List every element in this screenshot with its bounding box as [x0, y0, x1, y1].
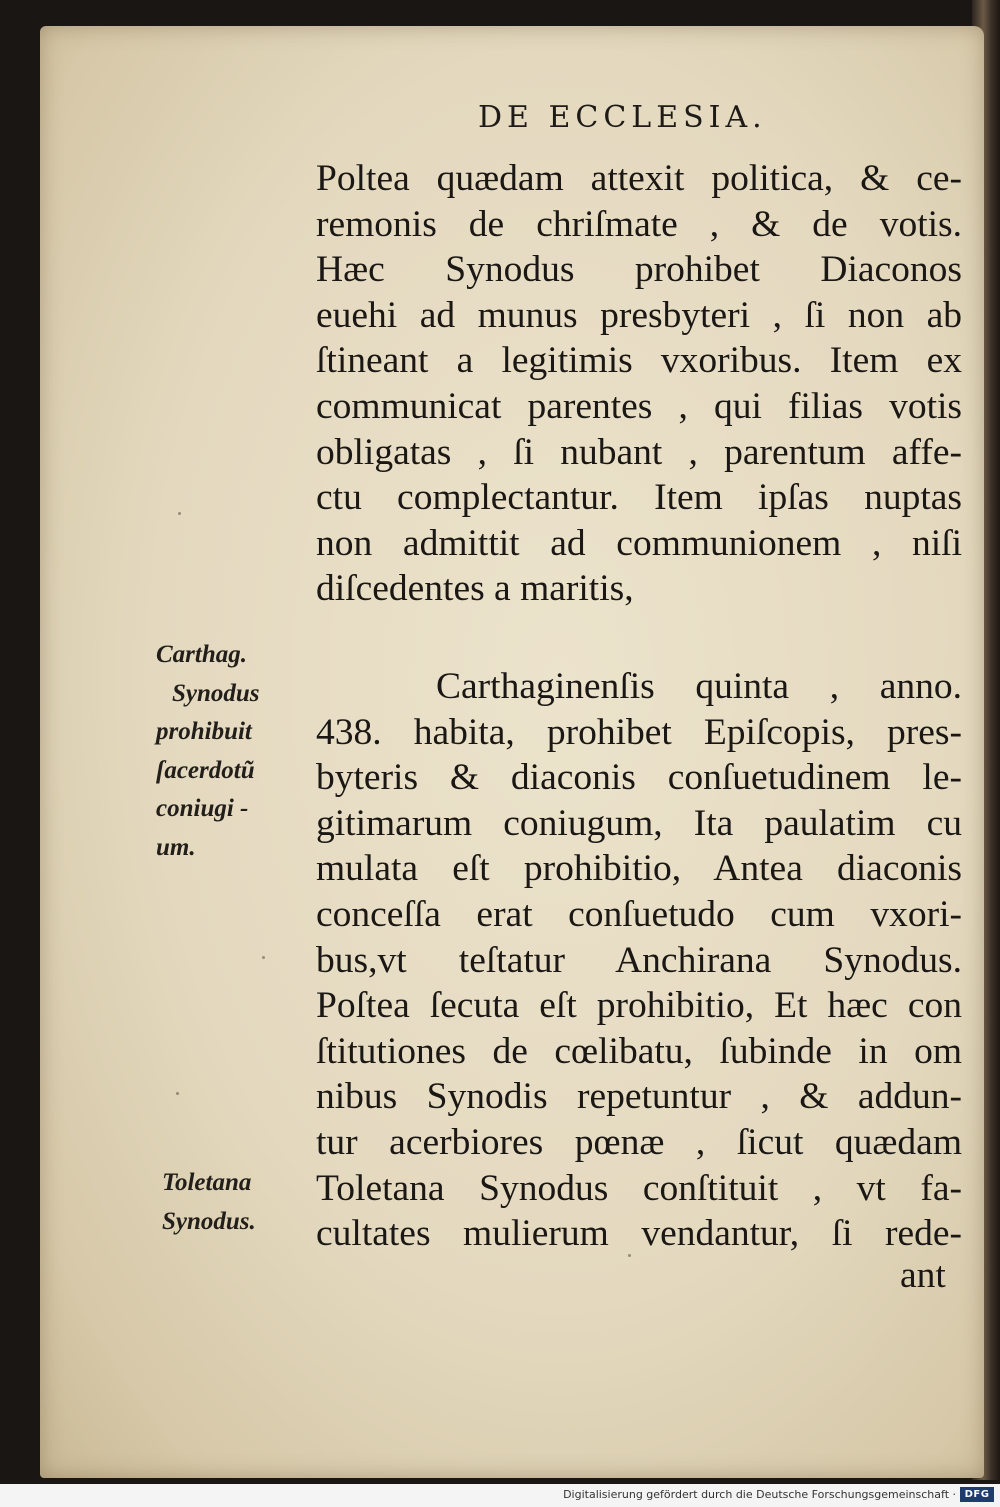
margin-note-line: Synodus.: [162, 1207, 256, 1235]
text-line: cultates mulierum vendantur, ſi rede-: [316, 1213, 962, 1255]
text-line: Poltea quædam attexit politica, & ce-: [316, 158, 962, 199]
margin-note-toletana: [162, 1164, 312, 1241]
text-line: tur acerbiores pœnæ , ſicut quædam: [316, 1121, 962, 1163]
text-line: Hæc Synodus prohibet Diaconos: [316, 249, 962, 291]
text-line: conceſſa erat conſuetudo cum vxori-: [316, 893, 962, 935]
margin-note-line: prohibuit: [156, 718, 252, 745]
paper-speck: [262, 956, 265, 959]
margin-note-carthag: [156, 636, 306, 867]
text-line: mulata eſt prohibitio, Antea diaconis: [316, 848, 962, 890]
paper-speck: [176, 1092, 179, 1095]
paragraph-1: [316, 156, 962, 612]
funding-credit: Digitalisierung gefördert durch die Deutsche Forschungsgemeinschaft ·: [563, 1488, 956, 1501]
catchword: ant: [900, 1255, 946, 1296]
text-line: Poſtea ſecuta eſt prohibitio, Et hæc con: [316, 985, 962, 1027]
margin-note-line: um.: [156, 833, 196, 861]
paper-speck: [178, 512, 181, 515]
text-line: Carthaginenſis quinta , anno.: [436, 666, 962, 707]
margin-note-line: Carthag.: [156, 641, 248, 668]
text-line: ſtitutiones de cœlibatu, ſubinde in om: [316, 1030, 962, 1072]
text-line: diſcedentes a maritis,: [316, 568, 634, 610]
margin-note-line: Toletana: [162, 1169, 252, 1196]
text-line: remonis de chriſmate , & de votis.: [316, 203, 962, 245]
text-line: ctu complectantur. Item ipſas nuptas: [316, 477, 962, 519]
text-line: obligatas , ſi nubant , parentum affe-: [316, 431, 962, 473]
margin-note-line: Synodus: [172, 679, 260, 707]
text-line: 438. habita, prohibet Epiſcopis, pres-: [316, 711, 962, 753]
text-line: byteris & diaconis conſuetudinem le-: [316, 757, 962, 799]
text-line: nibus Synodis repetuntur , & addun-: [316, 1076, 962, 1118]
paper-speck: [628, 1254, 631, 1257]
paragraph-2: [316, 664, 962, 1257]
text-line: bus,vt teſtatur Anchirana Synodus.: [316, 939, 962, 981]
text-line: non admittit ad communionem , niſi: [316, 522, 962, 564]
text-line: euehi ad munus presbyteri , ſi non ab: [316, 294, 962, 336]
margin-note-line: ſacerdotũ: [156, 756, 255, 784]
text-line: Toletana Synodus conſtituit , vt fa-: [316, 1167, 962, 1209]
text-line: gitimarum coniugum, Ita paulatim cu: [316, 802, 962, 844]
dfg-logo: DFG: [960, 1487, 994, 1502]
text-line: communicat parentes , qui filias votis: [316, 385, 962, 427]
running-head: DE ECCLESIA.: [478, 100, 767, 135]
margin-note-line: coniugi -: [156, 795, 249, 822]
text-line: ſtineant a legitimis vxoribus. Item ex: [316, 340, 962, 382]
footer-strip: [0, 1484, 1000, 1507]
